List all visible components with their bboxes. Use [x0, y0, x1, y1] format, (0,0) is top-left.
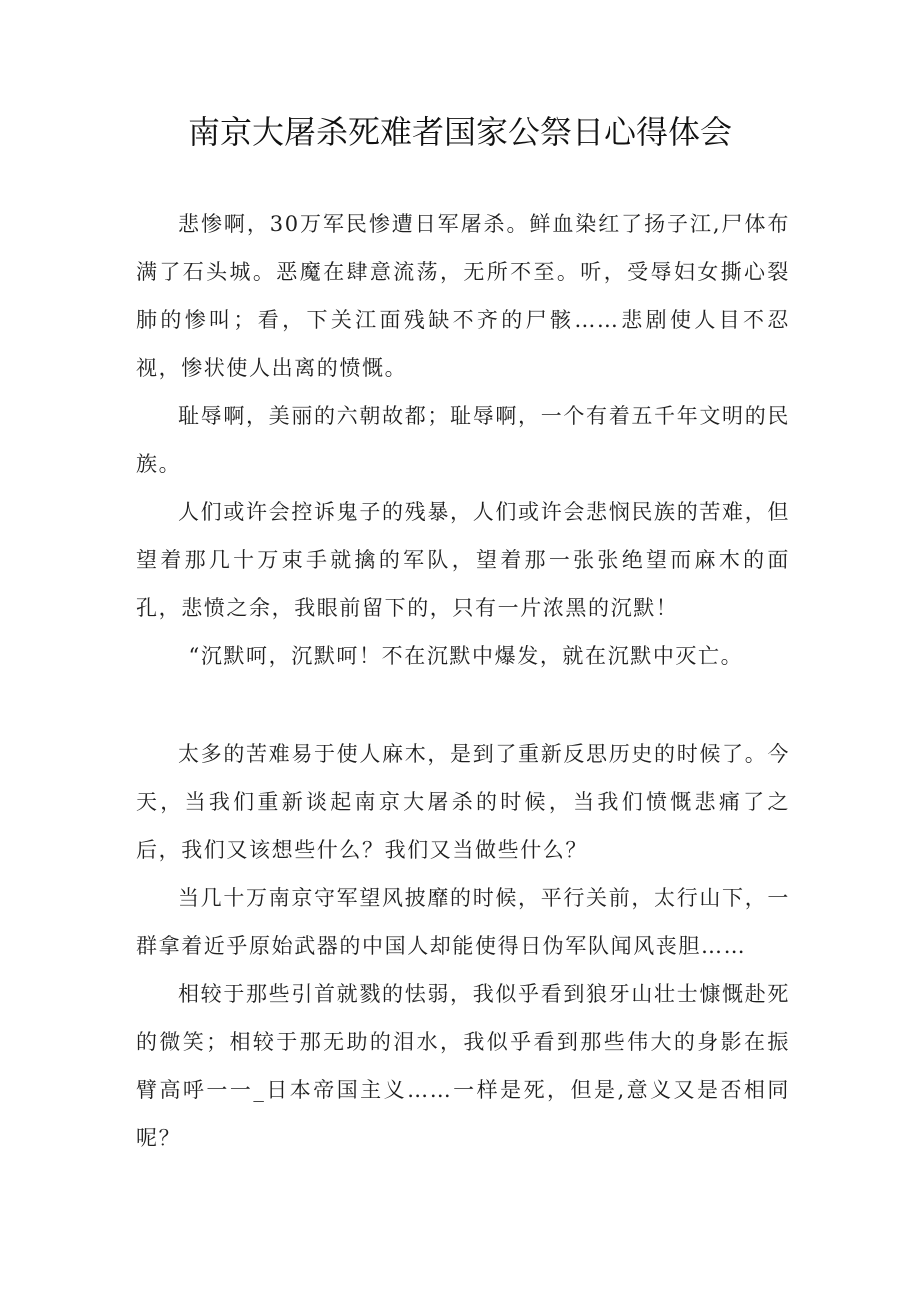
paragraph-1: 悲惨啊，30万军民惨遭日军屠杀。鲜血染红了扬子江,尸体布满了石头城。恶魔在肆意流荡，无所不至。听，受辱妇女撕心裂肺的惨叫；看，下关江面残缺不齐的尸骸……悲剧使人目不忍视，惨状使人出离的愤慨。 [136, 212, 790, 380]
document-body-part-2 [136, 730, 790, 1162]
document-title: 南京大屠杀死难者国家公祭日心得体会 [187, 113, 732, 151]
document-body-part-1 [136, 200, 790, 680]
paragraph-quote: “沉默呵，沉默呵！不在沉默中爆发，就在沉默中灭亡。 [188, 644, 744, 668]
paragraph-7: 相较于那些引首就戮的怯弱，我似乎看到狼牙山壮士慷慨赴死的微笑；相较于那无助的泪水，我似乎看到那些伟大的身影在振臂高呼一一_日本帝国主义……一样是死，但是,意义又是否相同呢？ [136, 982, 790, 1150]
paragraph-5: 太多的苦难易于使人麻木，是到了重新反思历史的时候了。今天，当我们重新谈起南京大屠杀的时候，当我们愤慨悲痛了之后，我们又该想些什么？我们又当做些什么？ [136, 742, 790, 862]
paragraph-3: 人们或许会控诉鬼子的残暴，人们或许会悲悯民族的苦难，但望着那几十万束手就擒的军队，望着那一张张绝望而麻木的面孔，悲愤之余，我眼前留下的，只有一片浓黑的沉默！ [136, 500, 790, 620]
paragraph-2: 耻辱啊，美丽的六朝故都；耻辱啊，一个有着五千年文明的民族。 [136, 404, 790, 476]
paragraph-6: 当几十万南京守军望风披靡的时候，平行关前，太行山下，一群拿着近乎原始武器的中国人却能使得日伪军队闻风丧胆…… [136, 886, 790, 958]
